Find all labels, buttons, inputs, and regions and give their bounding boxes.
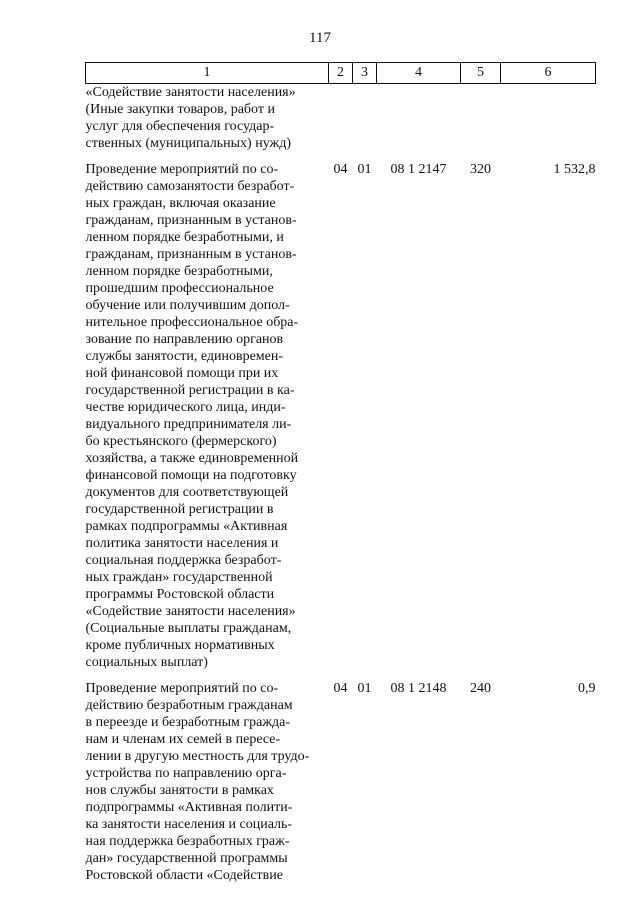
description-line: подпрограммы «Активная полити- xyxy=(85,800,293,815)
description-line: прошедшим профессиональное xyxy=(85,281,274,296)
target-article-code: 08 1 2148 xyxy=(390,681,447,696)
description-line: ственных (муниципальных) нужд) xyxy=(85,136,291,151)
amount-value: 0,9 xyxy=(578,681,596,696)
description-line: нительное профессиональное обра- xyxy=(85,315,299,330)
table-body xyxy=(86,84,596,894)
table-row xyxy=(86,680,596,893)
description-line: видуального предпринимателя ли- xyxy=(85,417,292,432)
row-description xyxy=(86,680,329,893)
description-line: Ростовской области «Содействие xyxy=(85,868,283,883)
description-line: действию самозанятости безработ- xyxy=(85,179,295,194)
table-row xyxy=(86,84,596,162)
table-header xyxy=(86,63,596,84)
description-line: гражданам, признанным в установ- xyxy=(85,213,297,228)
section-code xyxy=(329,84,353,162)
description-line: программы Ростовской области xyxy=(85,587,275,602)
description-line: ной финансовой помощи при их xyxy=(85,366,279,381)
description-line: ленном порядке безработными, и xyxy=(85,230,284,245)
description-line: в переезде и безработным гражда- xyxy=(85,715,291,730)
column-header-1: 1 xyxy=(86,63,329,84)
description-line: нов службы занятости в рамках xyxy=(85,783,274,798)
description-line: документов для соответствующей xyxy=(85,485,289,500)
description-line: кроме публичных нормативных xyxy=(85,638,275,653)
description-line: обучение или получившим допол- xyxy=(85,298,290,313)
description-line: зование по направлению органов xyxy=(85,332,284,347)
section-code: 04 xyxy=(333,681,348,696)
budget-table xyxy=(85,62,596,893)
description-line: Проведение мероприятий по со- xyxy=(85,162,279,177)
target-article-code xyxy=(377,84,461,162)
amount-value xyxy=(501,84,596,162)
amount-value: 1 532,8 xyxy=(553,162,596,177)
description-line: честве юридического лица, инди- xyxy=(85,400,286,415)
subsection-code: 01 xyxy=(357,162,372,177)
description-line: ная поддержка безработных граж- xyxy=(85,834,290,849)
description-line: «Содействие занятости населения» xyxy=(85,85,296,100)
description-line: Проведение мероприятий по со- xyxy=(85,681,279,696)
expense-type-code xyxy=(461,84,501,162)
description-line: услуг для обеспечения государ- xyxy=(85,119,275,134)
column-header-6: 6 xyxy=(501,63,596,84)
description-line: службы занятости, единовремен- xyxy=(85,349,284,364)
row-description xyxy=(86,161,329,680)
column-header-4: 4 xyxy=(377,63,461,84)
description-line: нам и членам их семей в пересе- xyxy=(85,732,281,747)
description-line: социальных выплат) xyxy=(85,655,208,670)
description-line: ных граждан» государственной xyxy=(85,570,273,585)
subsection-code: 01 xyxy=(357,681,372,696)
description-line: гражданам, признанным в установ- xyxy=(85,247,297,262)
description-line: (Социальные выплаты гражданам, xyxy=(85,621,292,636)
description-line: финансовой помощи на подготовку xyxy=(85,468,297,483)
page-number: 117 xyxy=(309,30,331,46)
section-code: 04 xyxy=(333,162,348,177)
description-line: ных граждан, включая оказание xyxy=(85,196,276,211)
description-line: хозяйства, а также единовременной xyxy=(85,451,299,466)
table-row xyxy=(86,161,596,680)
description-line: лении в другую местность для трудо- xyxy=(85,749,310,764)
description-line: государственной регистрации в xyxy=(85,502,274,517)
description-line: бо крестьянского (фермерского) xyxy=(85,434,277,449)
description-line: социальная поддержка безработ- xyxy=(85,553,282,568)
column-header-2: 2 xyxy=(329,63,353,84)
description-line: (Иные закупки товаров, работ и xyxy=(85,102,275,117)
description-line: ка занятости населения и социаль- xyxy=(85,817,293,832)
column-header-5: 5 xyxy=(461,63,501,84)
subsection-code xyxy=(353,84,377,162)
expense-type-code: 320 xyxy=(470,162,491,177)
target-article-code: 08 1 2147 xyxy=(390,162,447,177)
expense-type-code: 240 xyxy=(470,681,491,696)
description-line: политика занятости населения и xyxy=(85,536,279,551)
description-line: устройства по направлению орга- xyxy=(85,766,287,781)
description-line: рамках подпрограммы «Активная xyxy=(85,519,288,534)
description-line: «Содействие занятости населения» xyxy=(85,604,296,619)
description-line: ленном порядке безработными, xyxy=(85,264,273,279)
description-line: дан» государственной программы xyxy=(85,851,288,866)
description-line: государственной регистрации в ка- xyxy=(85,383,295,398)
header-row xyxy=(86,63,596,84)
row-description xyxy=(86,84,329,162)
description-line: действию безработным гражданам xyxy=(85,698,293,713)
column-header-3: 3 xyxy=(353,63,377,84)
